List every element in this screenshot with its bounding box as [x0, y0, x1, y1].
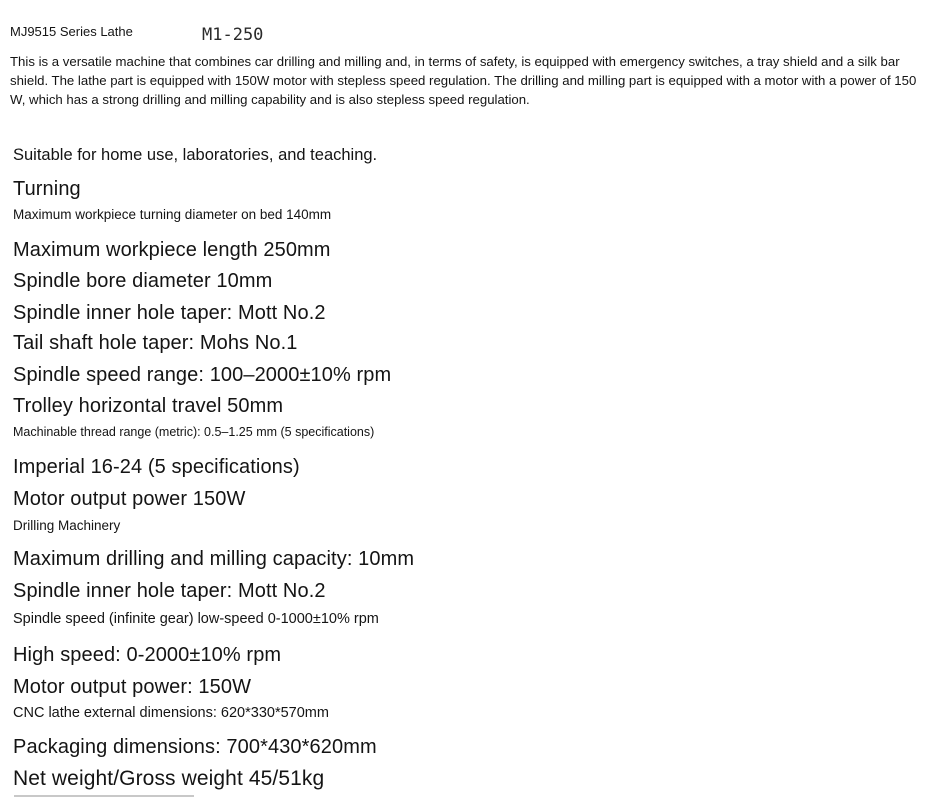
product-title: MJ9515 Series Lathe — [10, 24, 133, 39]
section-heading-drilling: Drilling Machinery — [13, 518, 121, 533]
spec-tail-taper: Tail shaft hole taper: Mohs No.1 — [13, 332, 298, 354]
spec-max-length: Maximum workpiece length 250mm — [13, 239, 331, 261]
model-number: M1-250 — [202, 25, 264, 45]
spec-motor-power: Motor output power 150W — [13, 488, 246, 510]
spec-max-drilling: Maximum drilling and milling capacity: 10mm — [13, 548, 415, 570]
spec-packaging-dims: Packaging dimensions: 700*430*620mm — [13, 736, 377, 758]
spec-thread-metric: Machinable thread range (metric): 0.5–1.25 mm (5 specifications) — [13, 425, 375, 439]
spec-drill-spindle-taper: Spindle inner hole taper: Mott No.2 — [13, 580, 326, 602]
spec-spindle-taper: Spindle inner hole taper: Mott No.2 — [13, 302, 326, 324]
spec-thread-imperial: Imperial 16-24 (5 specifications) — [13, 456, 300, 478]
weight-underline — [14, 795, 194, 797]
spec-external-dims: CNC lathe external dimensions: 620*330*570mm — [13, 705, 329, 721]
spec-spindle-speed: Spindle speed range: 100–2000±10% rpm — [13, 364, 392, 386]
spec-suitable: Suitable for home use, laboratories, and teaching. — [13, 146, 378, 164]
spec-drill-low-speed: Spindle speed (infinite gear) low-speed 0-1000±10% rpm — [13, 611, 379, 627]
intro-paragraph: This is a versatile machine that combines car drilling and milling and, in terms of safety, is equipped with emergency switches, a tray shield and a silk bar shield. The lathe part is equipped with 150W motor with stepless speed regulation. The drilling and milling part is equipped with a motor with a power of 150 W, which has a strong drilling and milling capability and is also stepless speed regulation. — [10, 54, 917, 107]
spec-drill-high-speed: High speed: 0-2000±10% rpm — [13, 644, 282, 666]
section-heading-turning: Turning — [13, 178, 81, 200]
spec-trolley-travel: Trolley horizontal travel 50mm — [13, 395, 284, 417]
spec-spindle-bore: Spindle bore diameter 10mm — [13, 270, 273, 292]
spec-weight: Net weight/Gross weight 45/51kg — [13, 767, 325, 790]
spec-drill-motor-power: Motor output power: 150W — [13, 676, 252, 698]
spec-max-turning-diameter: Maximum workpiece turning diameter on bed 140mm — [13, 207, 332, 222]
